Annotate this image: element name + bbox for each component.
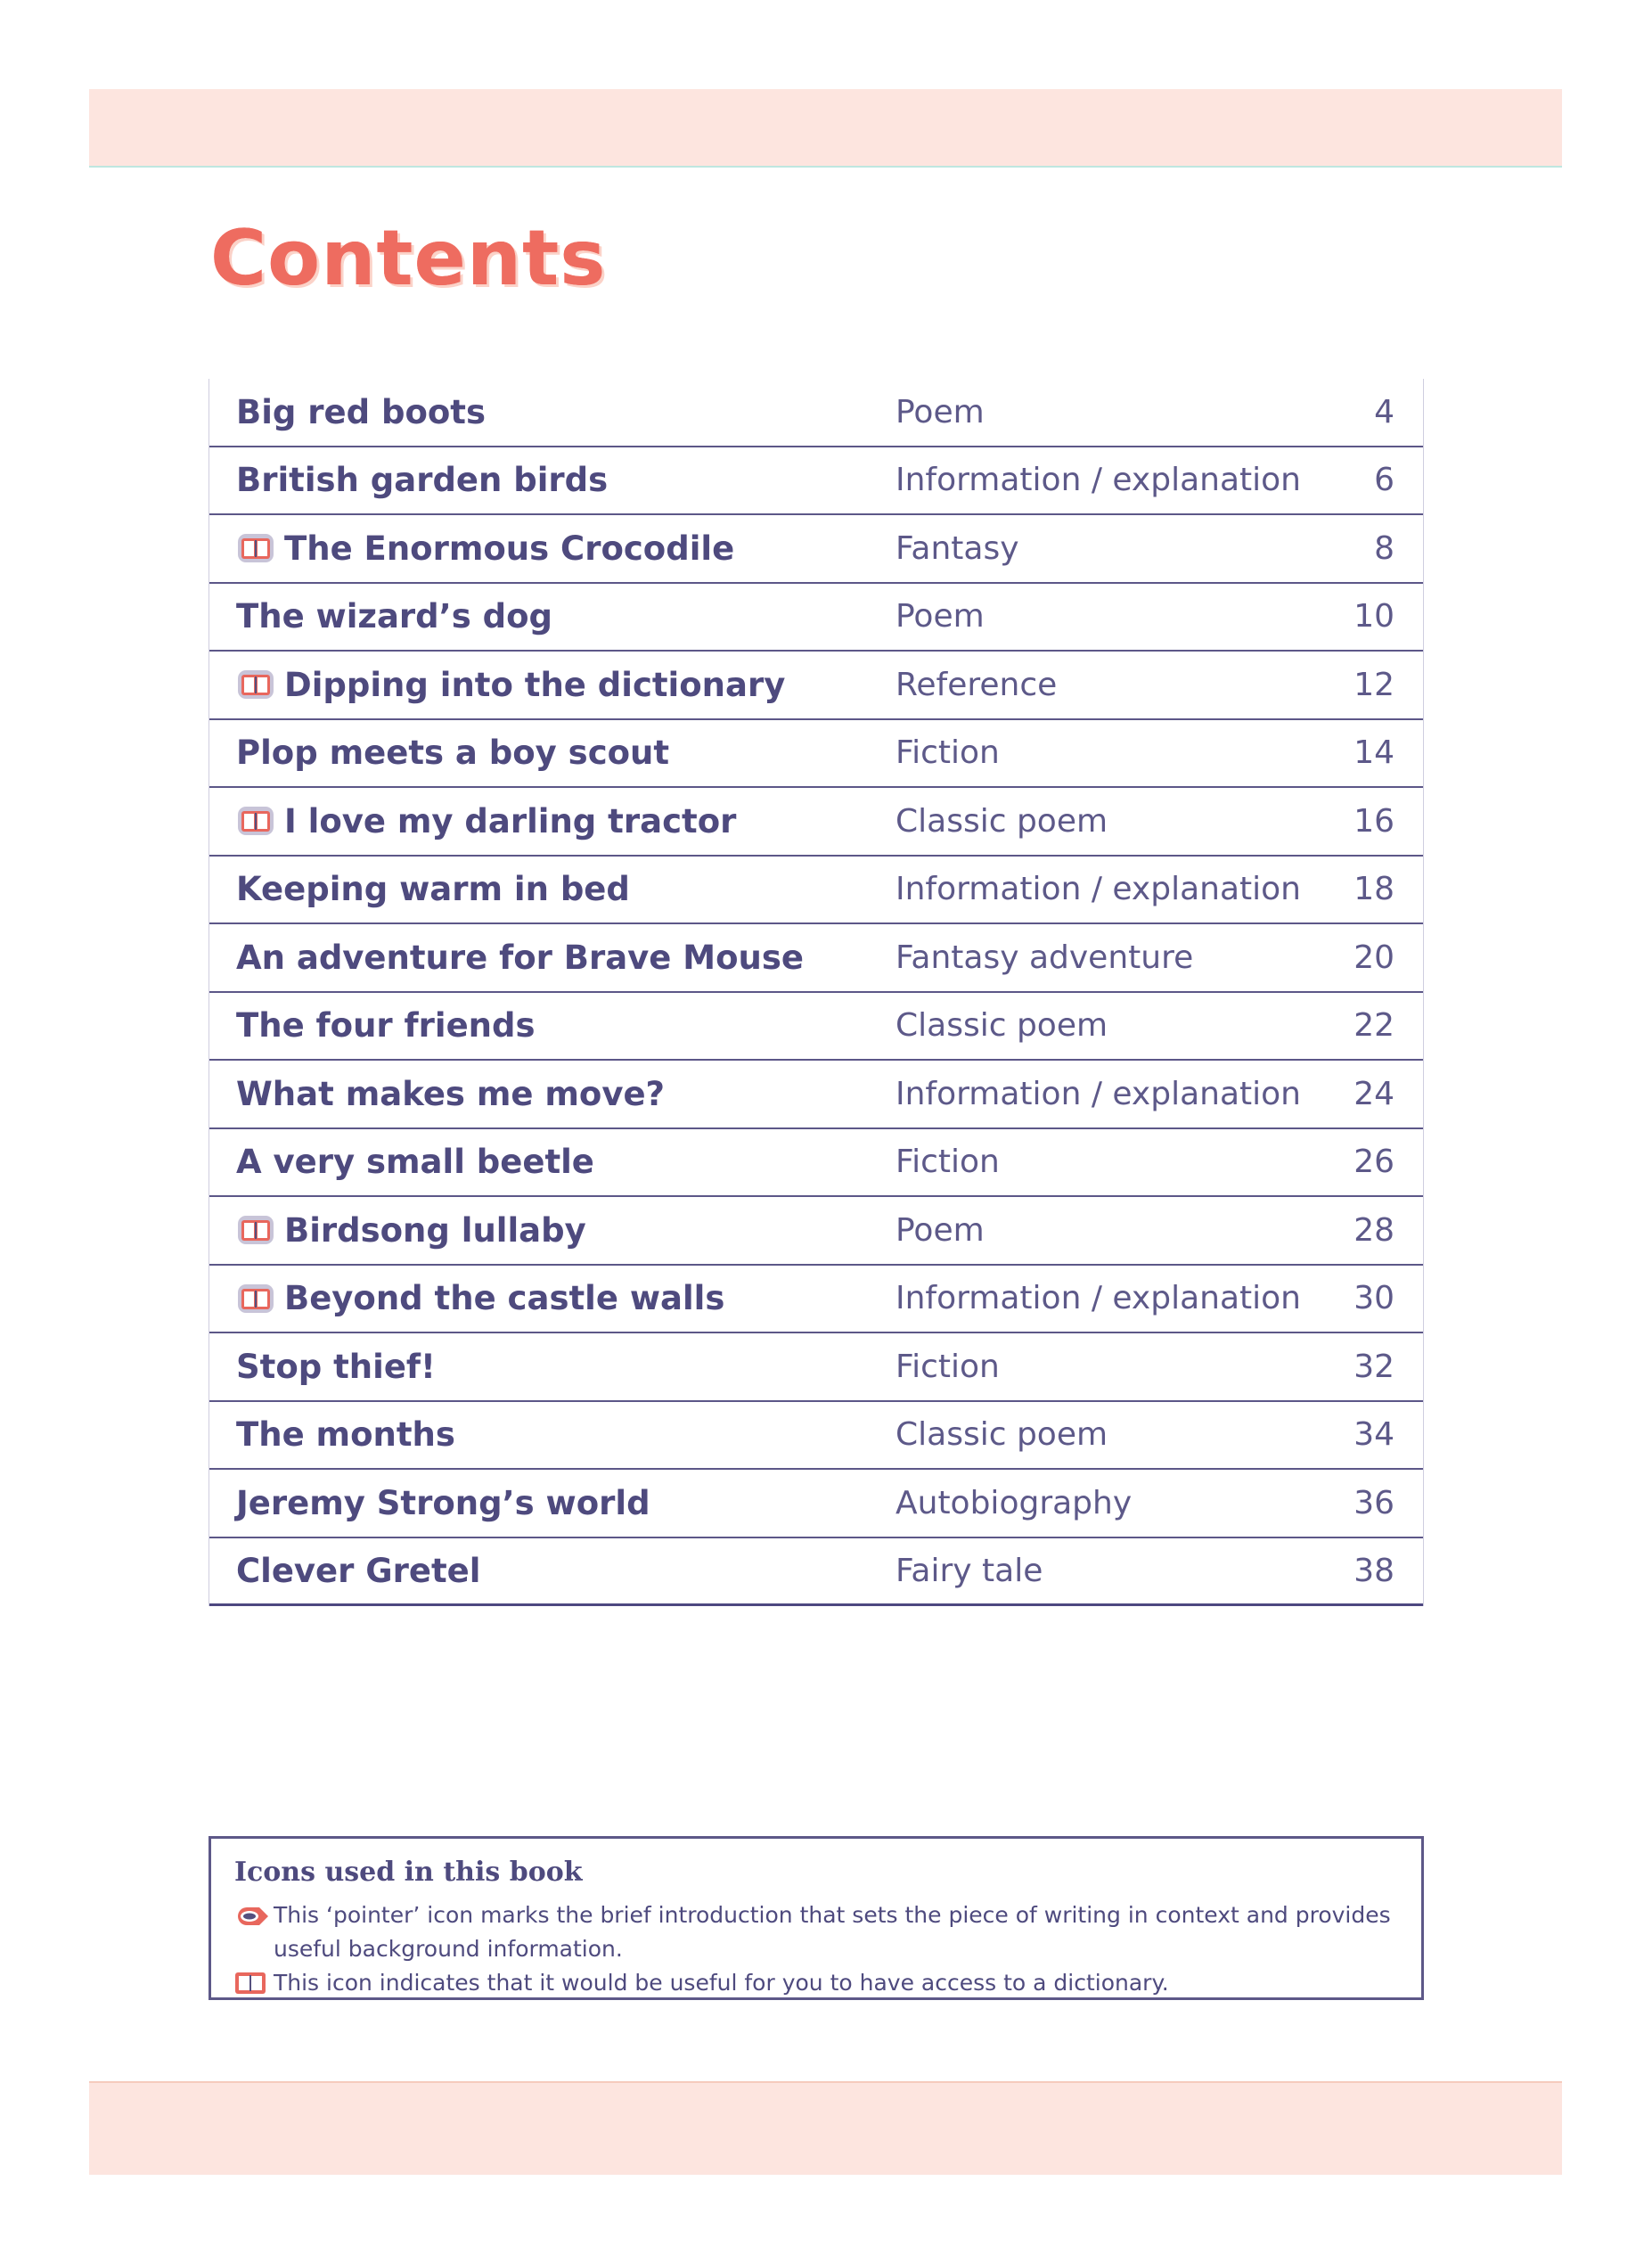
toc-title-cell [209, 1143, 896, 1181]
toc-type: Fantasy [896, 529, 1019, 567]
toc-title-cell [209, 461, 896, 499]
toc-page-number: 16 [1353, 802, 1394, 840]
toc-title-cell [209, 870, 896, 908]
toc-title: The wizard’s dog [236, 597, 553, 636]
toc-row [209, 447, 1423, 516]
toc-page-number: 24 [1353, 1075, 1394, 1112]
toc-title: Dipping into the dictionary [284, 665, 786, 704]
toc-type: Autobiography [896, 1484, 1133, 1521]
icons-legend-heading: Icons used in this book [234, 1857, 583, 1888]
footer-band [89, 2081, 1562, 2175]
dictionary-icon [236, 805, 275, 837]
toc-title: An adventure for Brave Mouse [236, 938, 804, 977]
toc-title: Keeping warm in bed [236, 870, 630, 909]
toc-page-number: 26 [1353, 1144, 1394, 1181]
toc-page-number: 28 [1353, 1211, 1394, 1249]
toc-row [209, 788, 1423, 857]
toc-type: Reference [896, 666, 1058, 703]
toc-title-cell [209, 597, 896, 635]
dictionary-icon [234, 1966, 274, 2005]
toc-row [209, 993, 1423, 1062]
toc-row [209, 1129, 1423, 1198]
page-title: Contents [210, 214, 607, 303]
toc-type: Information / explanation [896, 1280, 1301, 1317]
toc-page-number: 8 [1374, 529, 1394, 567]
toc-type: Poem [896, 1211, 985, 1249]
contents-table [209, 379, 1424, 1606]
toc-row [209, 1197, 1423, 1266]
toc-page-number: 32 [1353, 1348, 1394, 1385]
toc-page-number: 30 [1353, 1280, 1394, 1317]
toc-title: The four friends [236, 1006, 536, 1045]
toc-type: Fairy tale [896, 1552, 1043, 1589]
dictionary-icon [236, 1283, 275, 1315]
toc-title-cell [209, 393, 896, 431]
toc-type: Classic poem [896, 1416, 1108, 1454]
toc-type: Fiction [896, 1144, 1000, 1181]
toc-title-cell [209, 529, 896, 568]
toc-title-cell [209, 734, 896, 772]
toc-row [209, 652, 1423, 720]
icons-legend-box [209, 1836, 1424, 2000]
toc-title-cell [209, 1211, 896, 1250]
toc-row [209, 1266, 1423, 1334]
toc-title-cell [209, 1075, 896, 1113]
toc-row [209, 1402, 1423, 1471]
toc-page-number: 38 [1353, 1552, 1394, 1589]
dictionary-icon [236, 532, 275, 564]
toc-page-number: 6 [1374, 462, 1394, 499]
toc-row [209, 720, 1423, 789]
toc-row [209, 515, 1423, 584]
toc-row [209, 1470, 1423, 1538]
toc-title: The Enormous Crocodile [284, 529, 735, 568]
toc-page-number: 34 [1353, 1416, 1394, 1454]
toc-type: Information / explanation [896, 871, 1301, 908]
header-band [89, 89, 1562, 168]
toc-title: A very small beetle [236, 1143, 594, 1182]
toc-page-number: 14 [1353, 734, 1394, 772]
toc-title: The months [236, 1415, 455, 1455]
toc-row [209, 584, 1423, 652]
toc-type: Fiction [896, 1348, 1000, 1385]
toc-title-cell [209, 1006, 896, 1045]
toc-type: Classic poem [896, 1007, 1108, 1045]
toc-title: I love my darling tractor [284, 801, 737, 840]
toc-title-cell [209, 1348, 896, 1386]
toc-title: Plop meets a boy scout [236, 734, 670, 773]
toc-page-number: 12 [1353, 666, 1394, 703]
dictionary-icon-legend [234, 1966, 1400, 2005]
toc-title-cell [209, 666, 896, 704]
toc-title-cell [209, 1552, 896, 1590]
toc-page-number: 20 [1353, 939, 1394, 976]
toc-page-number: 36 [1353, 1484, 1394, 1521]
pointer-icon-legend [234, 1898, 1400, 1966]
toc-row [209, 379, 1423, 447]
toc-title: Jeremy Strong’s world [236, 1483, 650, 1522]
toc-row [209, 857, 1423, 925]
toc-title: What makes me move? [236, 1074, 665, 1113]
toc-type: Poem [896, 393, 985, 430]
toc-row [209, 1333, 1423, 1402]
toc-title: British garden birds [236, 461, 609, 500]
toc-title-cell [209, 1484, 896, 1522]
toc-title-cell [209, 1279, 896, 1317]
dictionary-icon [236, 1214, 275, 1246]
toc-title: Clever Gretel [236, 1551, 481, 1590]
toc-page-number: 22 [1353, 1007, 1394, 1045]
toc-type: Fantasy adventure [896, 939, 1194, 976]
toc-title: Beyond the castle walls [284, 1279, 725, 1318]
toc-type: Classic poem [896, 802, 1108, 840]
toc-page-number: 10 [1353, 598, 1394, 635]
toc-title-cell [209, 802, 896, 840]
toc-row [209, 924, 1423, 993]
pointer-icon-description: This ‘pointer’ icon marks the brief introduction that sets the piece of writing in context and provides useful background information. [274, 1902, 1391, 1962]
toc-row [209, 1538, 1423, 1607]
toc-title-cell [209, 1415, 896, 1454]
toc-type: Information / explanation [896, 1075, 1301, 1112]
toc-title-cell [209, 939, 896, 977]
dictionary-icon-description: This icon indicates that it would be useful for you to have access to a dictionary. [274, 1970, 1169, 1996]
toc-title: Stop thief! [236, 1347, 436, 1386]
toc-title: Birdsong lullaby [284, 1210, 586, 1250]
toc-page-number: 4 [1374, 393, 1394, 430]
toc-type: Poem [896, 598, 985, 635]
toc-row [209, 1061, 1423, 1129]
pointer-icon [234, 1898, 274, 1937]
toc-page-number: 18 [1353, 871, 1394, 908]
toc-type: Fiction [896, 734, 1000, 772]
dictionary-icon [236, 668, 275, 701]
toc-title: Big red boots [236, 392, 486, 431]
toc-type: Information / explanation [896, 462, 1301, 499]
